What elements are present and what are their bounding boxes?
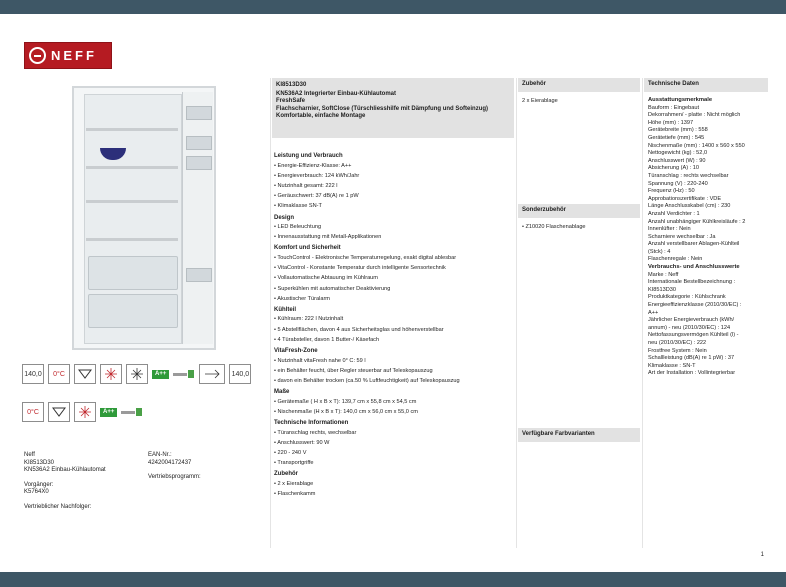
feature-item: • 2 x Eierablage <box>272 479 514 489</box>
header-line1: KN536A2 Integrierter Einbau-Kühlautomat <box>276 91 397 98</box>
feature-item: • Nutzinhalt vitaFresh nahe 0° C: 59 l <box>272 356 514 366</box>
section-title: Design <box>274 214 295 221</box>
feature-item: • Nutzinhalt gesamt: 222 l <box>272 181 514 191</box>
meta-brand: Neff <box>24 452 35 458</box>
meta-ean-value: 4242004172437 <box>148 459 192 466</box>
feature-item: • ein Behälter feucht, über Regler steuerbar auf Teleskopauszug <box>272 366 514 376</box>
zero-degree-icon: 0°C <box>48 364 70 384</box>
header-line4: Komfortable, einfache Montage <box>276 112 366 119</box>
meta-model: KI8513D30 <box>24 459 55 466</box>
section-title: Zubehör <box>274 471 298 478</box>
frostfree-icon <box>126 364 148 384</box>
tech-line: Gerätebreite (mm) : 558 <box>648 127 708 134</box>
door-bin <box>186 106 212 120</box>
tech-line: Innenlüfter : Nein <box>648 226 691 233</box>
softclose-hinge-icon <box>74 364 96 384</box>
section-title: Kühlteil <box>274 306 296 313</box>
feature-item: • Klimaklasse SN-T <box>272 201 514 211</box>
divider <box>270 78 271 548</box>
tech-line: Gerätetiefe (mm) : 545 <box>648 134 705 141</box>
energy-class-badge: A++ <box>152 370 169 379</box>
feature-item: • LED Beleuchtung <box>272 222 514 232</box>
tech-line: KI8513D30 <box>648 286 676 293</box>
feature-sections <box>272 153 514 499</box>
header-line3: Flachscharnier, SoftClose (Türschliesshilfe mit Dämpfung und Softeinzug) <box>276 105 489 112</box>
feature-item: • Türanschlag rechts, wechselbar <box>272 428 514 438</box>
technical-data-column <box>644 78 768 378</box>
tech-line: Länge Anschlusskabel (cm) : 230 <box>648 203 731 210</box>
vitafresh-zero-icon: 0°C <box>22 402 44 422</box>
tech-line: Türanschlag : rechts wechselbar <box>648 172 729 179</box>
tech-line: Approbationszertifikate : VDE <box>648 195 722 202</box>
header-model: KI8513D30 <box>276 82 307 88</box>
section-title: VitaFresh-Zone <box>274 348 318 355</box>
divider <box>642 78 643 548</box>
logo-circle-icon <box>29 47 46 64</box>
tech-line: Schallleistung (dB(A) re 1 pW) : 37 <box>648 355 735 362</box>
feature-item: • Vollautomatische Abtauung im Kühlraum <box>272 273 514 283</box>
tech-line: Marke : Neff <box>648 271 679 278</box>
tech-line: Frostfree System : Nein <box>648 347 707 354</box>
tech-line: Höhe (mm) : 1397 <box>648 119 694 126</box>
divider <box>516 78 517 548</box>
accessories-block <box>518 78 640 104</box>
tech-line: Flaschenregale : Nein <box>648 256 703 263</box>
accessories-title: Zubehör <box>518 78 640 92</box>
feature-item: • 5 Abstellflächen, davon 4 aus Sicherheitsglas und höhenverstellbar <box>272 325 514 335</box>
tech-line: Energieeffizienzklasse (2010/30/EC) : <box>648 302 742 309</box>
tech-line: Anzahl Verdichter : 1 <box>648 210 700 217</box>
tech-lines-2 <box>648 272 764 378</box>
section-title: Leistung und Verbrauch <box>274 153 343 159</box>
product-meta-ean <box>148 452 258 482</box>
features-column <box>272 78 514 499</box>
feature-item: • Energie-Effizienz-Klasse: A++ <box>272 161 514 171</box>
tech-line: Produktkategorie : Kühlschrank <box>648 294 726 301</box>
section-title: Technische Informationen <box>274 420 349 427</box>
tech-section-title: Ausstattungsmerkmale <box>648 97 713 103</box>
glass-shelf <box>86 166 178 169</box>
tech-line: Frequenz (Hz) : 50 <box>648 188 695 195</box>
color-variants-title: Verfügbare Farbvarianten <box>518 428 640 442</box>
tech-lines-1 <box>648 105 764 264</box>
section-title: Komfort und Sicherheit <box>274 245 341 252</box>
section-title: Maße <box>274 389 290 396</box>
feature-item: • Anschlusswert: 90 W <box>272 438 514 448</box>
tech-line: annum) - neu (2010/30/EC) : 124 <box>648 324 731 331</box>
feature-icons-row-1 <box>22 364 251 384</box>
tech-line: Anschlusswert (W) : 90 <box>648 157 706 164</box>
fridge-door <box>182 92 213 344</box>
softclose-icon <box>48 402 70 422</box>
tech-section-title: Verbrauchs- und Anschlusswerte <box>648 264 740 271</box>
tech-line: Jährlicher Energieverbrauch (kWh/ <box>648 317 735 324</box>
door-hinge-icon <box>199 364 225 384</box>
door-bin <box>186 268 212 282</box>
feature-item: • Energieverbrauch: 124 kWh/Jahr <box>272 171 514 181</box>
feature-item: • 4 Türabsteller, davon 1 Butter-/ Käsefach <box>272 335 514 345</box>
feature-item: • Kühlraum: 222 l Nutzinhalt <box>272 314 514 324</box>
height-140-icon: 140,0 <box>22 364 44 384</box>
tech-line: Absicherung (A) : 10 <box>648 165 699 172</box>
feature-item: • Gerätemaße ( H x B x T): 139,7 cm x 55,8 cm x 54,5 cm <box>272 397 514 407</box>
meta-ean-label: EAN-Nr.: <box>148 452 172 458</box>
feature-icons-row-2 <box>22 402 143 422</box>
page-number: 1 <box>760 552 764 558</box>
special-accessory-label: Z10020 Flaschenablage <box>525 224 586 230</box>
feature-item: • Superkühlen mit automatischer Deaktivierung <box>272 284 514 294</box>
tech-line: Art der Installation : Vollintegrierbar <box>648 370 736 377</box>
tech-line: Nischenmaße (mm) : 1400 x 560 x 550 <box>648 142 745 149</box>
vitafresh-drawer <box>88 294 178 328</box>
tech-line: Nettogewicht (kg) : 52,0 <box>648 150 708 157</box>
product-photo <box>72 86 216 350</box>
feature-item: • davon ein Behälter trocken (ca.50 % Luftfeuchtigkeit) auf Teleskopauszug <box>272 376 514 386</box>
meta-predecessor-label: Vorgänger: <box>24 481 54 488</box>
meta-description: KN536A2 Einbau-Kühlautomat <box>24 467 106 474</box>
height-140-icon: 140,0 <box>229 364 251 384</box>
tech-line: neu (2010/30/EC) : 222 <box>648 340 707 346</box>
feature-item: • VitaControl - Konstante Temperatur durch intelligente Sensortechnik <box>272 263 514 273</box>
feature-item: • Nischenmaße (H x B x T): 140,0 cm x 56,0 cm x 55,0 cm <box>272 407 514 417</box>
door-bin <box>186 136 212 150</box>
tech-line: Dekorrahmen/ - platte : Nicht möglich <box>648 112 741 119</box>
technical-data-body <box>644 92 768 378</box>
tech-line: Anzahl unabhängiger Kühlkreisläufe : 2 <box>648 218 746 225</box>
bottom-bar <box>0 572 786 587</box>
feature-item: • Akustischer Türalarm <box>272 294 514 304</box>
color-variants-block <box>518 428 640 442</box>
tech-line: (Stck) : 4 <box>648 248 671 255</box>
tech-line: Klimaklasse : SN-T <box>648 362 696 369</box>
tech-line: Bauform : Eingebaut <box>648 104 699 111</box>
vitafresh-drawer <box>88 256 178 290</box>
tech-line: Nettofassungsvermögen Kühlteil (l) - <box>648 332 739 339</box>
tech-line: Internationale Bestellbezeichnung : <box>648 279 736 286</box>
header-line2: FreshSafe <box>276 98 306 105</box>
tech-line: Anzahl verstellbarer Ablagen-Kühlteil <box>648 241 740 248</box>
led-light-icon <box>100 364 122 384</box>
energy-class-badge: A++ <box>100 408 117 417</box>
accessory-item: 2 x Eierablage <box>522 98 558 104</box>
efficiency-label-icon <box>121 406 143 418</box>
logo-text: NEFF <box>51 48 97 63</box>
meta-predecessor-value: K5764X0 <box>24 489 49 496</box>
special-accessory-item: • Z10020 Flaschenablage <box>522 224 586 230</box>
tech-line: A++ <box>648 309 659 316</box>
feature-item: • Flaschenkamm <box>272 489 514 499</box>
neff-logo <box>24 42 112 69</box>
glass-shelf <box>86 200 178 203</box>
glass-shelf <box>86 128 178 131</box>
feature-item: • TouchControl - Elektronische Temperaturregelung, exakt digital ablesbar <box>272 253 514 263</box>
product-meta-left <box>24 452 144 512</box>
special-accessories-block <box>518 204 640 230</box>
top-bar <box>0 0 786 14</box>
glass-shelf <box>86 238 178 241</box>
led-icon <box>74 402 96 422</box>
door-bin <box>186 156 212 170</box>
product-header <box>272 78 514 138</box>
technical-data-title: Technische Daten <box>644 78 768 92</box>
meta-sales-label: Vertriebsprogramm: <box>148 474 201 481</box>
feature-item: • Transportgriffe <box>272 458 514 468</box>
feature-item: • 220 - 240 V <box>272 448 514 458</box>
tech-line: Scharniere wechselbar : Ja <box>648 233 716 240</box>
feature-item: • Innenausstattung mit Metall-Applikationen <box>272 232 514 242</box>
efficiency-label-icon <box>173 368 195 380</box>
feature-item: • Geräuschwert: 37 dB(A) re 1 pW <box>272 191 514 201</box>
special-accessories-title: Sonderzubehör <box>518 204 640 218</box>
meta-successor-label: Vertrieblicher Nachfolger: <box>24 503 92 510</box>
tech-line: Spannung (V) : 220-240 <box>648 180 708 187</box>
